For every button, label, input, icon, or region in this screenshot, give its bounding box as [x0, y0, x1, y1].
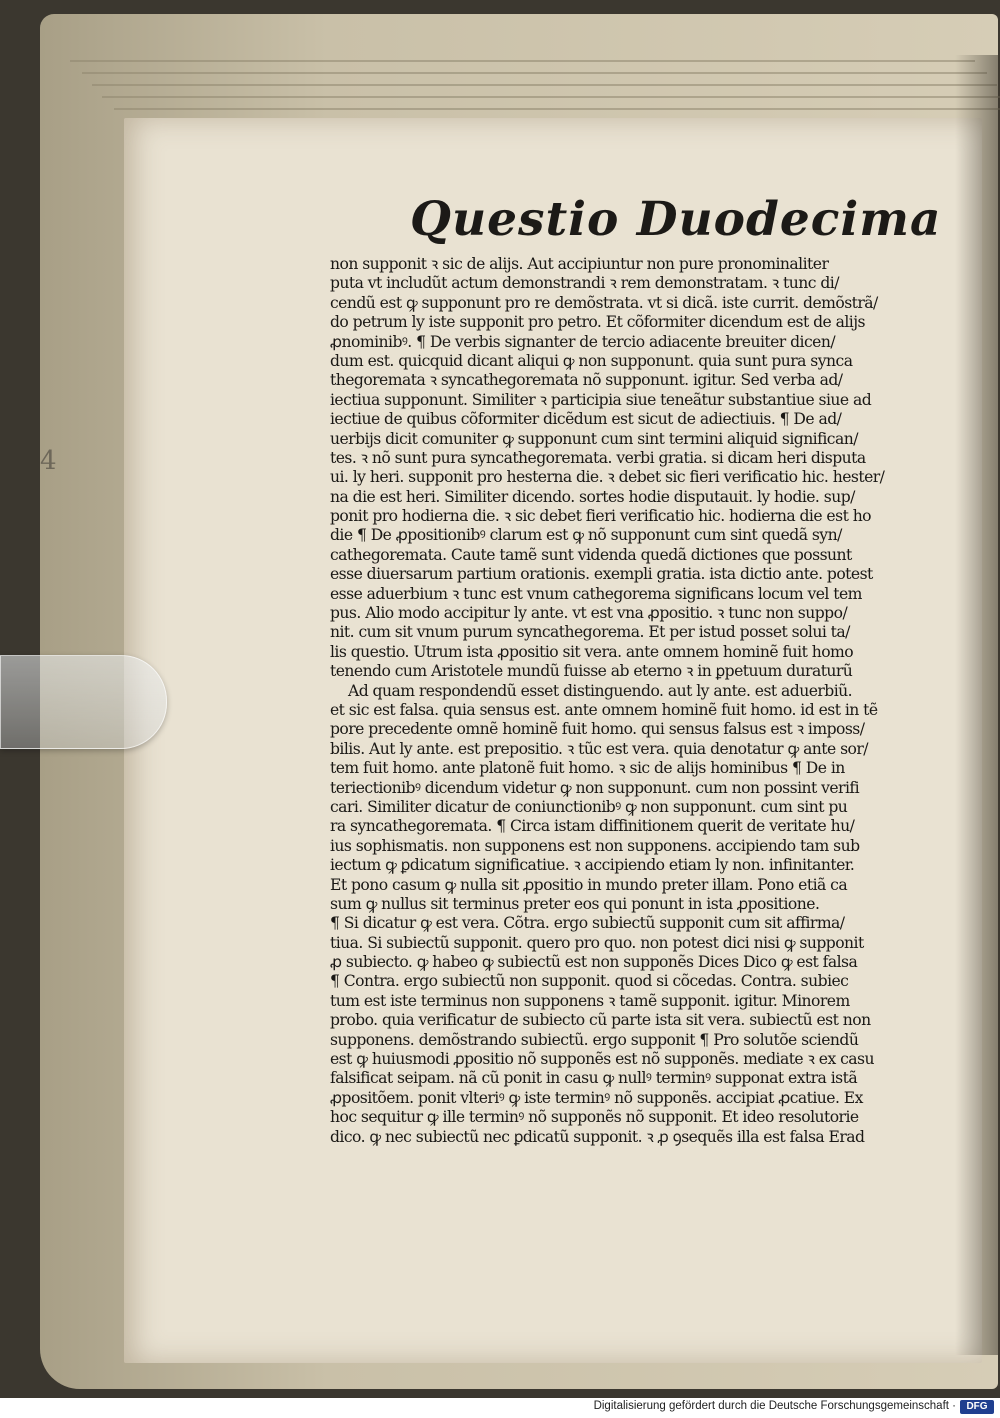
text-line: ra syncathegoremata. ¶ Circa istam diffinitionem querit de veritate hu/ — [330, 817, 855, 836]
text-line: esse diuersarum partium orationis. exempli gratia. ista dictio ante. potest — [330, 565, 873, 584]
text-line: na die est heri. Similiter dicendo. sortes hodie disputauit. ly hodie. sup/ — [330, 487, 855, 506]
text-line: sum ꝙ nullus sit terminus preter eos qui ponunt in ista ꝓpositione. — [330, 894, 820, 913]
text-line: cari. Similiter dicatur de coniunctionibꝰ ꝙ non supponunt. cum sint pu — [330, 797, 848, 816]
text-line: thegoremata ꝛ syncathegoremata nõ supponunt. igitur. Sed verba ad/ — [330, 371, 843, 390]
text-line: tes. ꝛ nõ sunt pura syncathegoremata. verbi gratia. si dicam heri disputa — [330, 448, 866, 467]
footer-credit: Digitalisierung gefördert durch die Deutsche Forschungsgemeinschaft · — [593, 1400, 956, 1412]
text-line: puta vt includũt actum demonstrandi ꝛ rem demonstratam. ꝛ tunc di/ — [330, 274, 839, 293]
text-line: pore precedente omnẽ hominẽ fuit homo. qui sensus falsus est ꝛ imposs/ — [330, 720, 865, 739]
page-edge-line — [70, 60, 975, 62]
dfg-logo: DFG — [960, 1400, 994, 1414]
text-line: ¶ Contra. ergo subiectũ non supponit. quod si cõcedas. Contra. subiec — [330, 972, 849, 991]
binding-shadow — [955, 55, 1000, 1355]
text-line: bilis. Aut ly ante. est prepositio. ꝛ tũc est vera. quia denotatur ꝙ ante sor/ — [330, 739, 869, 758]
text-line: ¶ Si dicatur ꝙ est vera. Cõtra. ergo subiectũ supponit cum sit affirma/ — [330, 914, 845, 933]
page-title-text: Questio Duodecima — [410, 192, 942, 247]
page-edge-line — [114, 108, 1000, 110]
text-line: dico. ꝙ nec subiectũ nec ꝑdicatũ supponit. ꝛ ꝓ ꝯsequẽs illa est falsa Erad — [330, 1127, 865, 1146]
page-edge-line — [92, 84, 997, 86]
text-line: ꝓnominibꝰ. ¶ De verbis signanter de tercio adiacente breuiter dicen/ — [330, 332, 836, 351]
text-line: tem fuit homo. ante platonẽ fuit homo. ꝛ sic de alijs hominibus ¶ De in — [330, 759, 845, 778]
text-line: non supponit ꝛ sic de alijs. Aut accipiuntur non pure pronominaliter — [330, 255, 829, 273]
page-edge-line — [102, 96, 1000, 98]
text-line: die ¶ De ꝓpositionibꝰ clarum est ꝙ nõ supponunt cum sint quedã syn/ — [330, 526, 842, 545]
text-line: falsificat seipam. nã cũ ponit in casu ꝙ nullꝰ terminꝰ supponat extra istã — [330, 1069, 858, 1088]
text-line: lis questio. Utrum ista ꝓpositio sit vera. ante omnem hominẽ fuit homo — [330, 642, 854, 661]
text-line: tenendo cum Aristotele mundũ fuisse ab eterno ꝛ in ꝑpetuum duraturũ — [330, 662, 853, 681]
text-line: pus. Alio modo accipitur ly ante. vt est vna ꝓpositio. ꝛ tunc non suppo/ — [330, 604, 848, 623]
text-line: iectiue de quibus cõformiter dicẽdum est sicut de adiectiuis. ¶ De ad/ — [330, 410, 842, 429]
text-line: ui. ly heri. supponit pro hesterna die. ꝛ debet sic fieri verificatio hic. hester/ — [330, 468, 885, 487]
text-line: Ad quam respondendũ esset distinguendo. aut ly ante. est aduerbiũ. — [348, 681, 853, 700]
text-line: probo. quia verificatur de subiecto cũ parte ista sit vera. subiectũ est non — [330, 1011, 871, 1030]
footer-bar — [0, 1398, 1000, 1418]
text-line: iectiua supponunt. Similiter ꝛ participia siue teneãtur substantiue siue ad — [330, 390, 872, 409]
page-edge-line — [82, 72, 987, 74]
text-line: ꝓpositõem. ponit vlteriꝰ ꝙ iste terminꝰ nõ supponẽs. accipiat ꝓcatiue. Ex — [330, 1088, 863, 1107]
text-line: dum est. quicquid dicant aliqui ꝙ non supponunt. quia sunt pura synca — [330, 351, 853, 370]
text-line: cathegoremata. Caute tamẽ sunt videnda quedã dictiones que possunt — [330, 545, 852, 564]
text-line: cendũ est ꝙ supponunt pro re demõstrata. vt si dicã. iste currit. demõstrã/ — [330, 293, 878, 312]
text-line: do petrum ly iste supponit pro petro. Et cõformiter dicendum est de alijs — [330, 313, 865, 332]
text-line: ponit pro hodierna die. ꝛ sic debet fieri verificatio hic. hodierna die est ho — [330, 507, 872, 526]
page-title — [410, 192, 942, 247]
body-text — [330, 255, 906, 1147]
text-line: supponens. demõstrando subiectũ. ergo supponit ¶ Pro solutõe sciendũ — [330, 1030, 859, 1049]
text-line: et sic est falsa. quia sensus est. ante omnem hominẽ fuit homo. id est in tẽ — [330, 700, 878, 719]
bookmark-strip — [0, 655, 167, 749]
text-line: tiua. Si subiectũ supponit. quero pro quo. non potest dici nisi ꝙ supponit — [330, 933, 864, 952]
text-line: est ꝙ huiusmodi ꝓpositio nõ supponẽs est nõ supponẽs. mediate ꝛ ex casu — [330, 1050, 874, 1069]
text-line: tum est iste terminus non supponens ꝛ tamẽ supponit. igitur. Minorem — [330, 991, 850, 1010]
margin-note: 4 — [40, 446, 57, 476]
text-line: ius sophismatis. non supponens est non supponens. accipiendo tam sub — [330, 836, 860, 855]
text-line: ꝓ subiecto. ꝙ habeo ꝙ subiectũ est non supponẽs Dices Dico ꝙ est falsa — [330, 953, 858, 972]
text-line: hoc sequitur ꝙ ille terminꝰ nõ supponẽs nõ supponit. Et ideo resolutorie — [330, 1108, 859, 1127]
text-line: Et pono casum ꝙ nulla sit ꝓpositio in mundo preter illam. Pono etiã ca — [330, 875, 848, 894]
text-line: esse aduerbium ꝛ tunc est vnum cathegorema significans locum vel tem — [330, 584, 862, 603]
text-line: uerbijs dicit comuniter ꝙ supponunt cum sint termini aliquid significan/ — [330, 429, 858, 448]
text-line: nit. cum sit vnum purum syncathegorema. Et per istud posset solui ta/ — [330, 623, 850, 642]
text-line: iectum ꝙ ꝑdicatum significatiue. ꝛ accipiendo etiam ly non. infinitanter. — [330, 856, 855, 875]
text-line: teriectionibꝰ dicendum videtur ꝙ non supponunt. cum non possint verifi — [330, 778, 860, 797]
